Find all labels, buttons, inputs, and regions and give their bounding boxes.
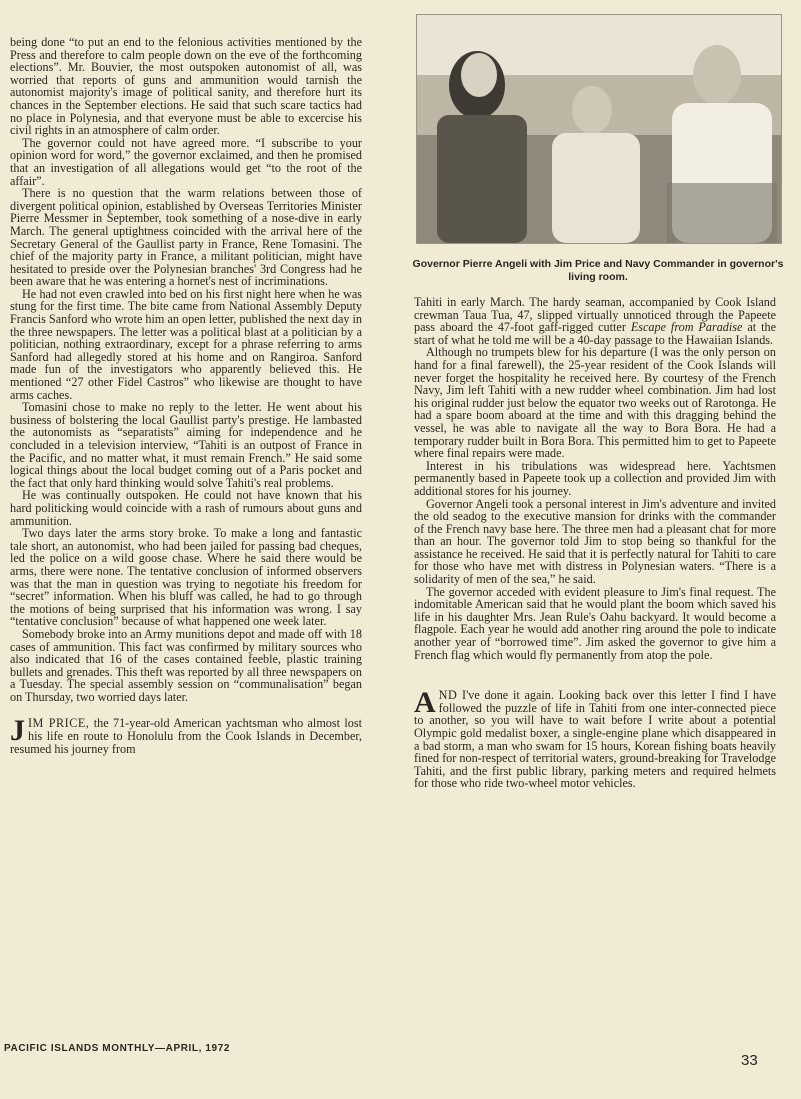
article-paragraph: He had not even crawled into bed on his first night here when he was stung for the first time. The bite came from National Assembly Deputy Francis Sanford who wrote him an open letter, published the next day in the three newspapers. The letter was a political blast at a politician by a politician, nothing extraordinary, except for a phrase referring to arms Sanford had allegedly stored at his home and on Rangiroa. Sanford made fun of the investigators who apparently believed this. He mentioned “27 other Fidel Castros” who likewise are thought to have arms caches.: [10, 286, 362, 402]
article-paragraph: Although no trumpets blew for his departure (I was the only person on hand for a final farewell), the 25-year resident of the Cook Islands will never forget the hospitality he received here. By courtesy of the French Navy, Jim left Tahiti with a new rudder wheel combination. Jim had lost his original rudder just below the equator two weeks out of Rarotonga. He had a spare boom aboard at the time and with this dragging behind the vessel, he was able to navigate all the way to Bora Bora. He had a temporary rudder built in Bora Bora. This permitted him to get to Papeete where final repairs were made.: [414, 345, 776, 461]
article-paragraph: Somebody broke into an Army munitions depot and made off with 18 cases of ammunition. This fact was confirmed by military sources who also indicated that 16 of the cases contained feeble, plastic training bullets and grenades. This theft was reported by all three newspapers on a Tuesday. The special assembly session on “communalisation” began on Thursday, two worried days later.: [10, 626, 362, 704]
boat-name: Escape from Paradise: [630, 320, 743, 335]
article-paragraph: Two days later the arms story broke. To make a long and fantastic tale short, an autonomist, who had been jailed for passing bad cheques, led the police on a wild goose chase. Where he said there would be arms, there were none. The tentative conclusion of informed observers was that the man in question was trying to negotiate his freedom for “secret” information. When his bluff was called, he had to go through the motions of being surprised that his information was wrong. I say “tentative conclusion” because of what happened one week later.: [10, 526, 362, 629]
drop-cap-a: A: [414, 686, 436, 720]
article-paragraph: Interest in his tribulations was widespread here. Yachtsmen permanently based in Papeete took up a collection and provided Jim with additional stores for his journey.: [414, 458, 776, 498]
closing-lead: ND: [438, 688, 458, 703]
article-paragraph: Governor Angeli took a personal interest in Jim's adventure and invited the old seadog to the executive mansion for drinks with the commander of the French navy base here. The three men had a pleasant chat for more than an hour. The governor told Jim to stop being so thankful for the assistance he received. He said that it is perfectly natural for Tahiti to care for those who have met with distress in Polynesian waters. “There is a solidarity of men of the sea,” he said.: [414, 496, 776, 587]
article-paragraph: The governor could not have agreed more. “I subscribe to your opinion word for word,” the governor exclaimed, and then he promised that an investigation of all allegations would get “to the root of the affair”.: [10, 135, 362, 188]
jim-price-lead: IM PRICE,: [28, 716, 90, 731]
drop-cap-j: J: [10, 714, 25, 748]
publication-footer: PACIFIC ISLANDS MONTHLY—APRIL, 1972: [4, 1043, 231, 1054]
photo-caption: Governor Pierre Angeli with Jim Price and Navy Commander in governor's living room.: [412, 258, 784, 283]
article-paragraph: [414, 296, 776, 346]
article-paragraph: Tomasini chose to make no reply to the letter. He went about his business of bolstering the local Gaullist party's prestige. He lambasted the autonomists as “separatists” aiming for independence and he concluded in a television interview, “Tahiti is an outpost of France in the Pacific, and no matter what, it must remain French.” He said some logical things about the local budget coming out of a Paris pocket and the fact that only hard thinking would solve Tahiti's real problems.: [10, 400, 362, 490]
jim-price-paragraph: [10, 714, 362, 756]
article-paragraph: There is no question that the warm relations between those of divergent political opinion, established by Overseas Territories Minister Pierre Messmer in September, took something of a nose-dive in early March. The general uptightness coincided with the arrival here of the Secretary General of the Gaullist party in France, Rene Tomasini. The chief of the majority party in France, a militant politician, might have hesitated to preside over the Polynesian branches' 3rd Congress had he been aware that he was entering a hornet's nest of incriminations.: [10, 186, 362, 289]
right-article-column: [414, 296, 776, 790]
photo-image: [417, 15, 781, 243]
closing-text: I've done it again. Looking back over this letter I find I have followed the puzzle of life in Tahiti from one inter-connected piece to another, so you will have to wait before I write about a potential Olympic gold medalist boxer, a single-engine plane which disappeared in a bad storm, a man who swam for 15 hours, Korean fishing boats heavily fined for non-respect of territorial waters, ground-breaking for Travelodge Tahiti, and the first public library, parking meters and required helmets for those who ride two-wheel motor vehicles.: [414, 688, 776, 791]
article-paragraph: The governor acceded with evident pleasure to Jim's final request. The indomitable American said that he would plant the boom which saved his life in his daughter Mrs. Jean Rule's Oahu backyard. It would become a flagpole. Each year he would add another ring around the pole to indicate another year of “borrowed time”. Jim asked the governor to give him a French flag which would fly permanently from atop the pole.: [414, 584, 776, 662]
article-paragraph: He was continually outspoken. He could not have known that his hard politicking would coincide with a rash of rumours about guns and ammunition.: [10, 488, 362, 528]
page-number: 33: [741, 1052, 758, 1069]
article-paragraph: being done “to put an end to the felonious activities mentioned by the Press and therefore to calm people down on the eve of the forthcoming elections”. Mr. Bouvier, the most outspoken autonomist of all, was worried that reports of guns and ammunition would tarnish the autonomist majority's image of political sanity, and therefore hurt its chances in the September elections. He said that such scare tactics had no place in Polynesia, and that everyone must be able to excercise his civil rights in an atmosphere of calm order.: [10, 35, 362, 138]
closing-paragraph: [414, 686, 776, 791]
paragraph-text: Tahiti in early March. The hardy seaman, accompanied by Cook Island crewman Taua Tua, 47, slipped virtually unnoticed through the Papeete pass aboard the 47-foot gaff-rigged cutter: [414, 295, 776, 335]
governor-photo: [416, 14, 782, 244]
paragraph-text: at the start of what he told me will be a 40-day passage to the Hawaiian Islands.: [414, 320, 776, 347]
left-article-column: [10, 36, 362, 755]
jim-price-text: the 71-year-old American yachtsman who almost lost his life en route to Honolulu from the Cook Islands in December, resumed his journey from: [10, 716, 362, 756]
